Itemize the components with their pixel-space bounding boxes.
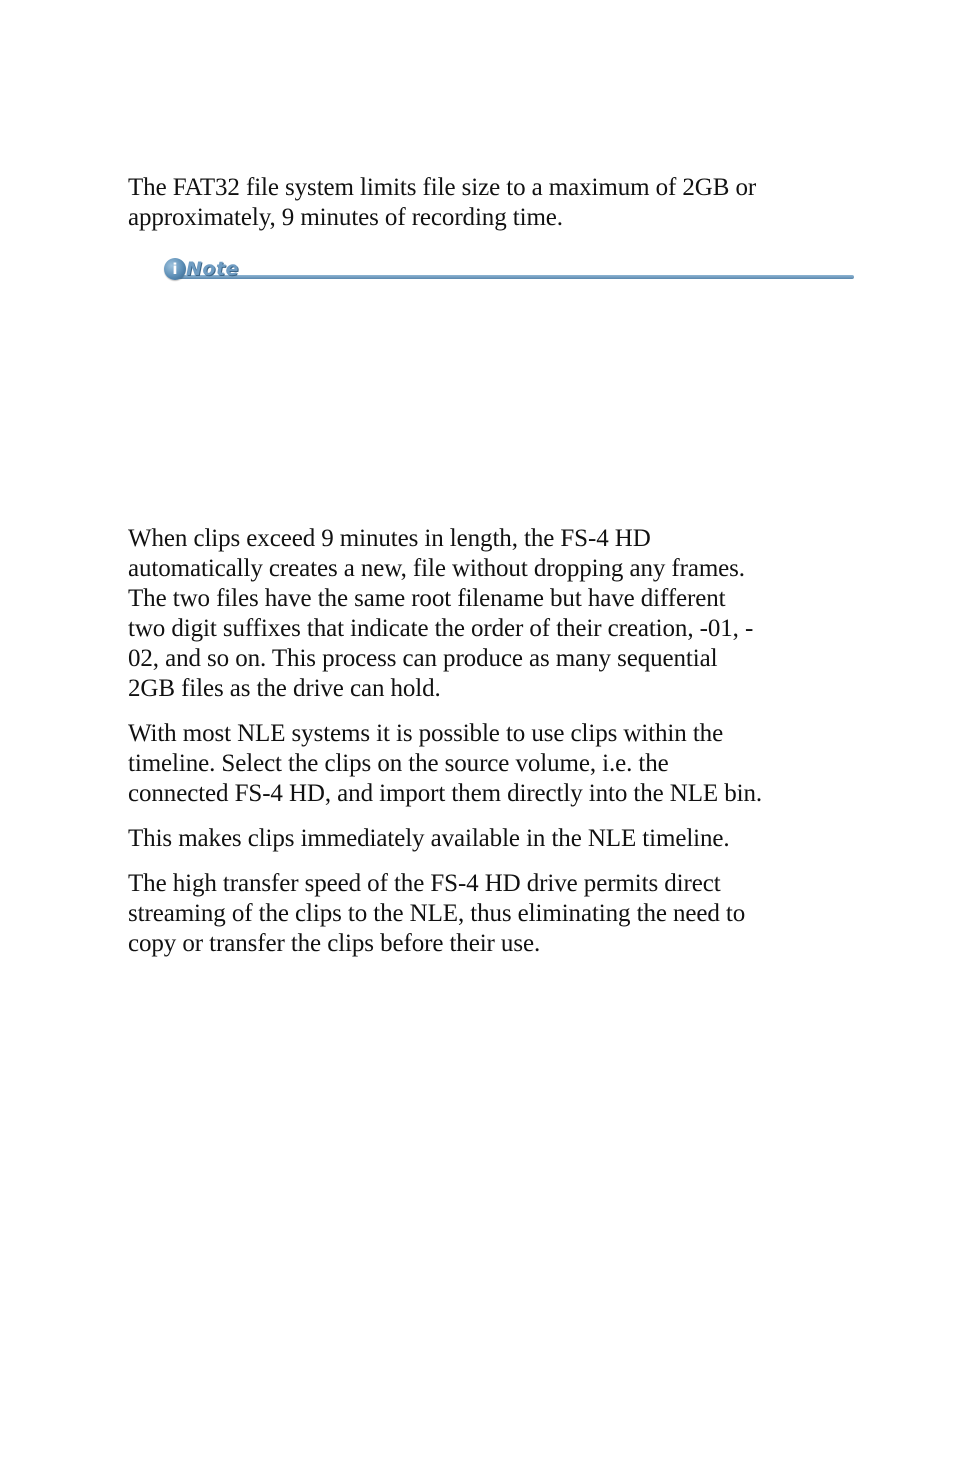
clips-paragraph — [128, 524, 868, 704]
text-line: timeline. Select the clips on the source volume, i.e. the — [128, 750, 669, 777]
text-line: With most NLE systems it is possible to use clips within the — [128, 720, 724, 747]
text-line: When clips exceed 9 minutes in length, the FS-4 HD — [128, 525, 651, 552]
text-line: 02, and so on. This process can produce as many sequential — [128, 645, 718, 672]
text-line: The FAT32 file system limits file size to a maximum of 2GB or — [128, 174, 757, 201]
intro-paragraph — [128, 173, 868, 233]
text-line: automatically creates a new, file without dropping any frames. — [128, 555, 745, 582]
note-divider — [170, 275, 854, 279]
text-line: approximately, 9 minutes of recording time. — [128, 204, 563, 231]
text-line: copy or transfer the clips before their use. — [128, 930, 541, 957]
text-line: 2GB files as the drive can hold. — [128, 675, 441, 702]
timeline-paragraph — [128, 824, 868, 854]
text-line: The two files have the same root filename but have different — [128, 585, 726, 612]
text-line: The high transfer speed of the FS-4 HD drive permits direct — [128, 870, 721, 897]
text-line: This makes clips immediately available in the NLE timeline. — [128, 825, 730, 852]
note-header — [164, 256, 854, 286]
info-icon: i — [164, 258, 186, 280]
text-line: streaming of the clips to the NLE, thus eliminating the need to — [128, 900, 746, 927]
text-line: two digit suffixes that indicate the order of their creation, -01, - — [128, 615, 754, 642]
transfer-paragraph — [128, 869, 868, 959]
note-label: Note — [186, 258, 239, 280]
nle-paragraph — [128, 719, 868, 809]
text-line: connected FS-4 HD, and import them directly into the NLE bin. — [128, 780, 763, 807]
